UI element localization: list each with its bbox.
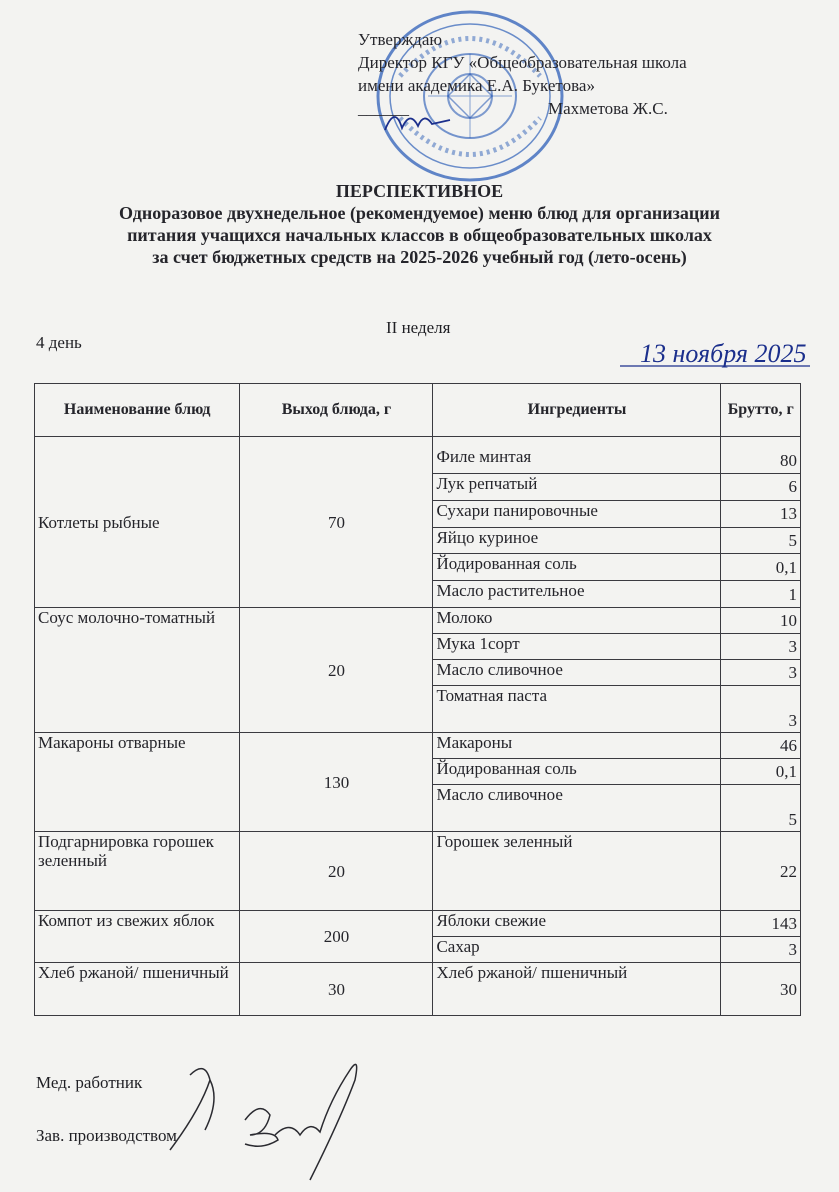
ingredient-brutto: 6 [721,474,801,501]
dish-yield: 20 [240,832,433,911]
ingredient-name: Масло сливочное [433,785,721,832]
document-title-block [0,180,839,268]
ingredient-name: Молоко [433,608,721,634]
ingredient-name: Сахар [433,937,721,963]
handwritten-date-text: 13 ноября 2025 [640,340,807,368]
approval-signature-blank: ______ [358,99,409,118]
table-row [35,963,801,1016]
dish-name: Котлеты рыбные [35,437,240,608]
dish-name: Соус молочно-томатный [35,608,240,733]
ingredient-brutto: 3 [721,686,801,733]
ingredient-brutto: 3 [721,660,801,686]
ingredient-name: Сухари панировочные [433,500,721,527]
dish-yield: 30 [240,963,433,1016]
ingredient-brutto: 80 [721,437,801,474]
dish-name: Макароны отварные [35,733,240,832]
header-yield: Выход блюда, г [240,384,433,437]
approval-director-title: Директор КГУ «Общеобразовательная школа [358,53,687,72]
ingredient-name: Масло растительное [433,581,721,608]
director-name: Махметова Ж.С. [548,99,668,118]
dish-name: Хлеб ржаной/ пшеничный [35,963,240,1016]
dish-name: Компот из свежих яблок [35,911,240,963]
ingredient-name: Хлеб ржаной/ пшеничный [433,963,721,1016]
dish-yield: 200 [240,911,433,963]
document-subtitle-line1: Одноразовое двухнедельное (рекомендуемое) меню блюд для организации [119,203,720,223]
table-row [35,608,801,634]
ingredient-brutto: 22 [721,832,801,911]
ingredient-name: Томатная паста [433,686,721,733]
ingredient-name: Мука 1сорт [433,634,721,660]
document-subtitle-line3: за счет бюджетных средств на 2025-2026 учебный год (лето-осень) [152,247,687,267]
dish-name: Подгарнировка горошек зеленный [35,832,240,911]
menu-table [34,383,801,1016]
ingredient-brutto: 30 [721,963,801,1016]
ingredient-name: Лук репчатый [433,474,721,501]
document-subtitle-line2: питания учащихся начальных классов в общеобразовательных школах [127,225,712,245]
approval-school-name: имени академика Е.А. Букетова» [358,76,595,95]
ingredient-name: Яйцо куриное [433,527,721,554]
dish-yield: 20 [240,608,433,733]
table-row [35,911,801,937]
table-row [35,733,801,759]
ingredient-brutto: 13 [721,500,801,527]
header-ingredients: Ингредиенты [433,384,721,437]
table-row [35,437,801,474]
ingredient-brutto: 1 [721,581,801,608]
ingredient-brutto: 5 [721,527,801,554]
header-dish-name: Наименование блюд [35,384,240,437]
handwritten-signatures-icon [150,1040,390,1190]
ingredient-name: Макароны [433,733,721,759]
header-brutto: Брутто, г [721,384,801,437]
ingredient-brutto: 10 [721,608,801,634]
ingredient-name: Йодированная соль [433,759,721,785]
ingredient-brutto: 3 [721,937,801,963]
dish-yield: 70 [240,437,433,608]
table-row [35,832,801,911]
ingredient-brutto: 46 [721,733,801,759]
ingredient-name: Масло сливочное [433,660,721,686]
document-title: ПЕРСПЕКТИВНОЕ [335,181,504,201]
ingredient-brutto: 0,1 [721,554,801,581]
week-label: II неделя [386,318,451,337]
approval-heading: Утверждаю [358,30,443,49]
manager-signature-label: Зав. производством [36,1126,177,1145]
ingredient-brutto: 143 [721,911,801,937]
director-signature-icon [380,100,460,140]
ingredient-brutto: 3 [721,634,801,660]
day-label: 4 день [36,333,82,352]
ingredient-brutto: 0,1 [721,759,801,785]
ingredient-name: Филе минтая [433,437,721,474]
table-header-row [35,384,801,437]
ingredient-name: Яблоки свежие [433,911,721,937]
medic-signature-label: Мед. работник [36,1073,143,1092]
dish-yield: 130 [240,733,433,832]
ingredient-name: Йодированная соль [433,554,721,581]
ingredient-brutto: 5 [721,785,801,832]
ingredient-name: Горошек зеленный [433,832,721,911]
